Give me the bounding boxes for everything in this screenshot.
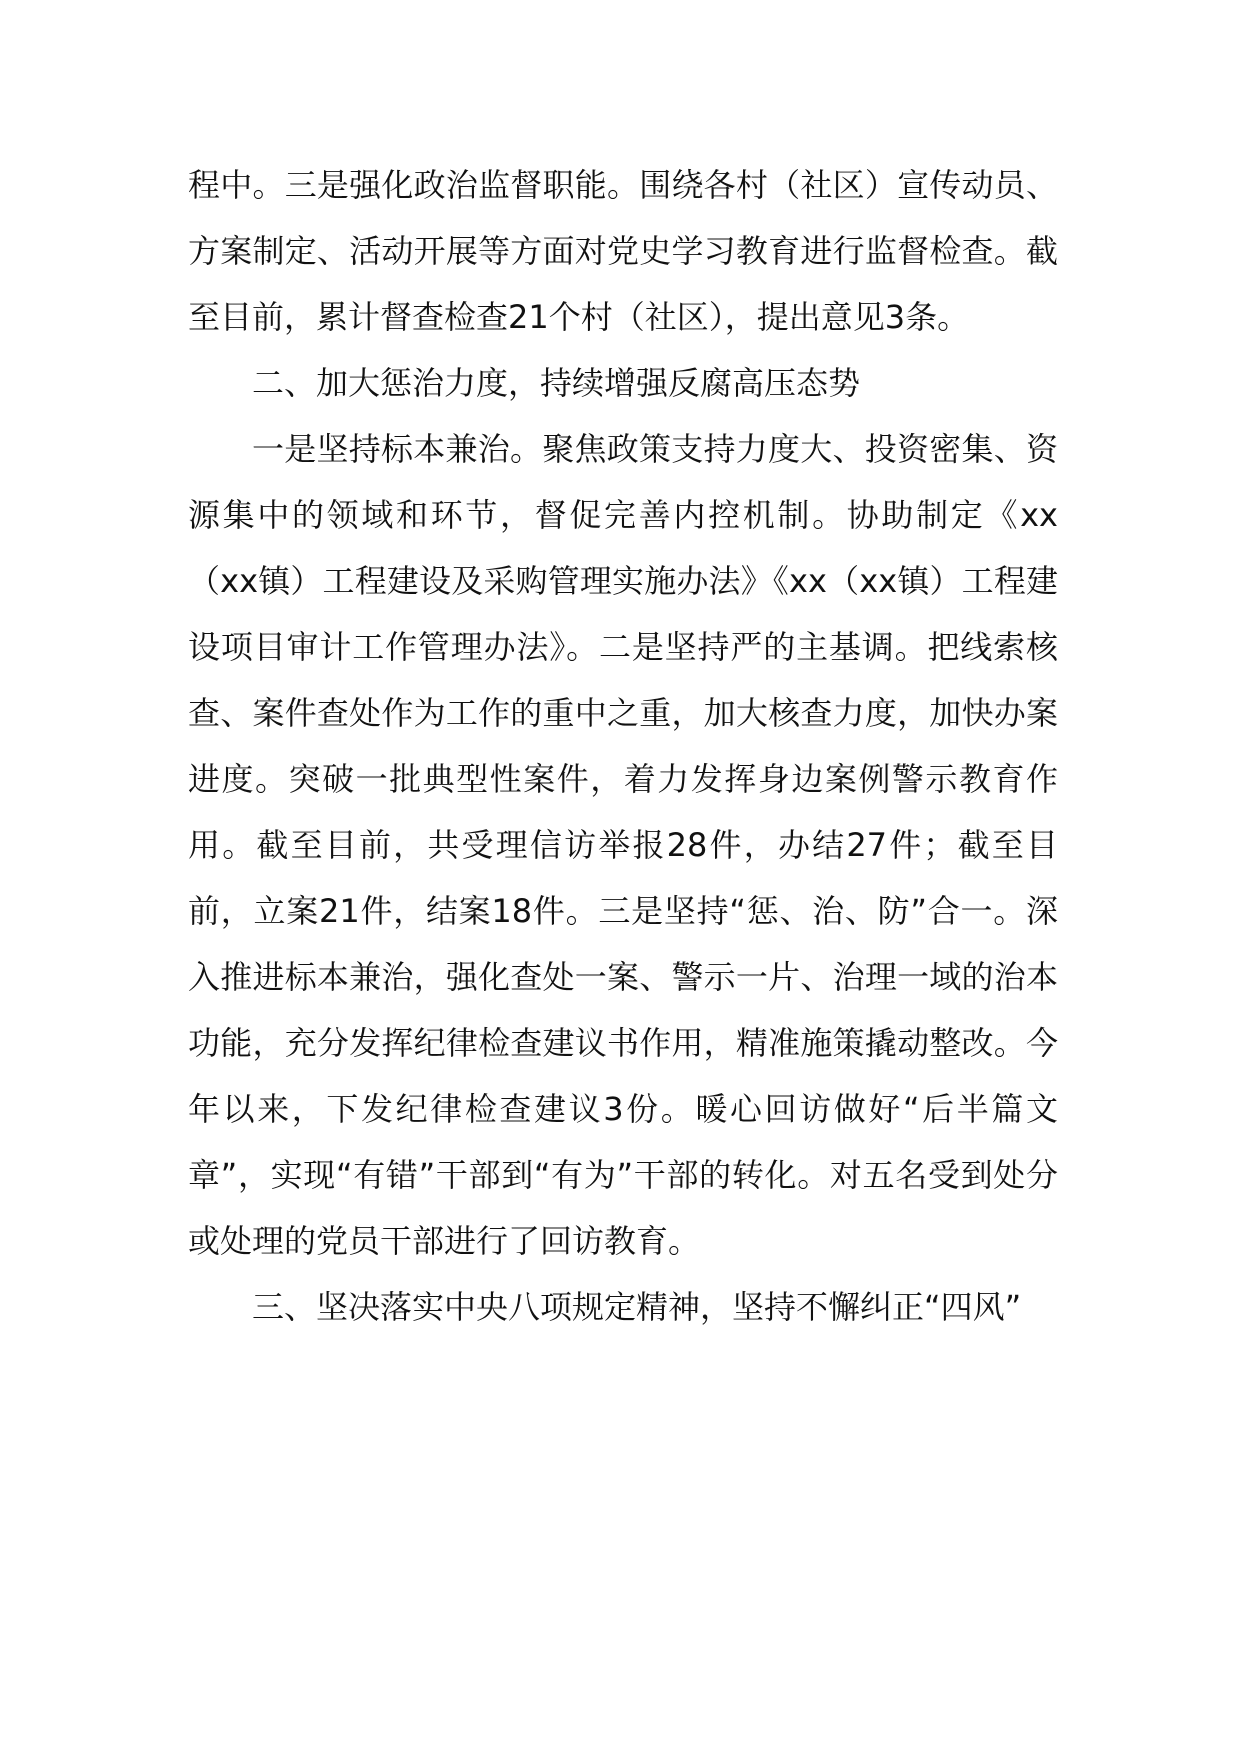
paragraph-political-supervision: 程中。三是强化政治监督职能。围绕各村（社区）宣传动员、方案制定、活动开展等方面对党史学习教育进行监督检查。截至目前，累计督查检查21个村（社区），提出意见3条。 (188, 166, 1058, 336)
heading-section-two: 二、加大惩治力度，持续增强反腐高压态势 (252, 364, 861, 402)
paragraph-anti-corruption: 一是坚持标本兼治。聚焦政策支持力度大、投资密集、资源集中的领域和环节，督促完善内控机制。协助制定《xx（xx镇）工程建设及采购管理实施办法》《xx（xx镇）工程建设项目审计工作管理办法》。二是坚持严的主基调。把线索核查、案件查处作为工作的重中之重，加大核查力度，加快办案进度。突破一批典型性案件，着力发挥身边案例警示教育作用。截至目前，共受理信访举报28件，办结27件；截至目前，立案21件，结案18件。三是坚持“惩、治、防”合一。深入推进标本兼治，强化查处一案、警示一片、治理一域的治本功能，充分发挥纪律检查建议书作用，精准施策撬动整改。今年以来，下发纪律检查建议3份。暖心回访做好“后半篇文章”，实现“有错”干部到“有为”干部的转化。对五名受到处分或处理的党员干部进行了回访教育。 (188, 430, 1058, 1260)
heading-section-three: 三、坚决落实中央八项规定精神，坚持不懈纠正“四风” (252, 1288, 1022, 1326)
document-body (188, 152, 1058, 1340)
